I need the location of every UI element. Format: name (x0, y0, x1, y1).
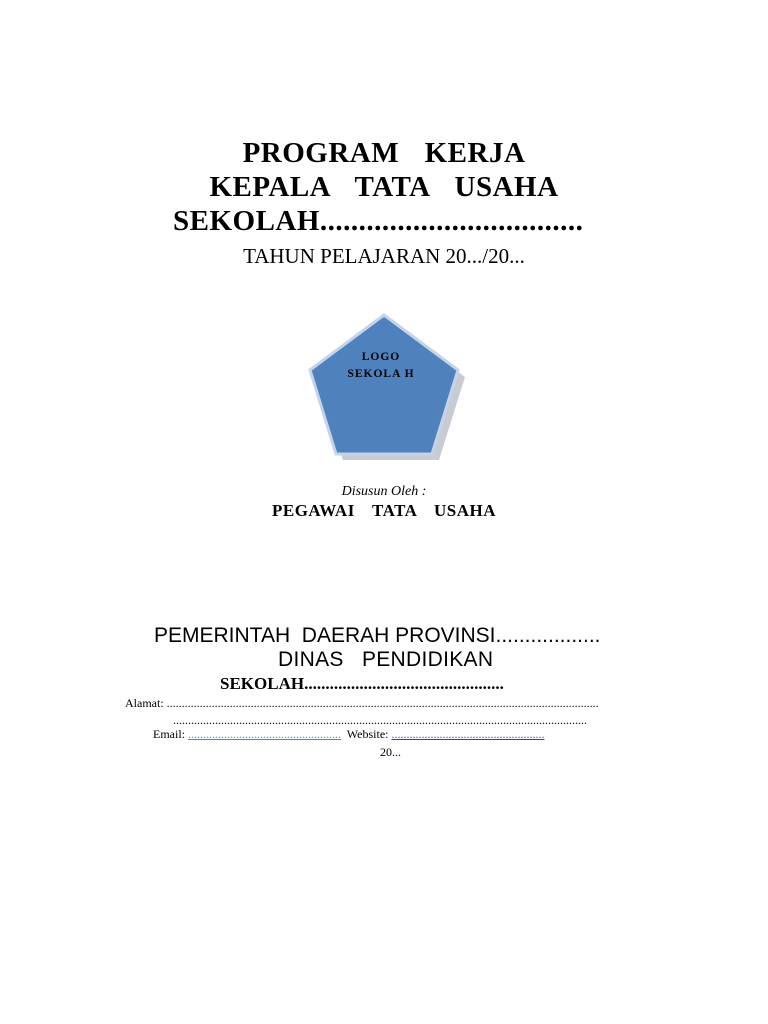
logo-label: LOGO SEKOLA H (347, 351, 415, 380)
government-heading: PEMERINTAH DAERAH PROVINSI.................. (154, 624, 601, 647)
prepared-by-label: Disusun Oleh : (341, 484, 427, 499)
school-logo-placeholder (308, 312, 468, 462)
title-line-1: PROGRAM KERJA (242, 137, 526, 169)
address-line-1: Alamat: ................................................................................................................................................ (125, 696, 599, 710)
email-link[interactable]: ................................................... (188, 727, 341, 741)
footer-year: 20... (380, 745, 401, 759)
school-heading: SEKOLAH............................................... (220, 674, 504, 693)
website-label: Website: (341, 727, 392, 741)
department-heading: DINAS PENDIDIKAN (278, 648, 494, 671)
author-name: PEGAWAI TATA USAHA (271, 501, 497, 520)
website-link[interactable]: ................................................... (391, 727, 545, 741)
title-line-2: KEPALA TATA USAHA (209, 171, 559, 203)
address-line-2: .......................................................................................................................................... (173, 713, 587, 727)
title-line-3-school: SEKOLAH.................................. (173, 205, 584, 237)
academic-year-subtitle: TAHUN PELAJARAN 20.../20... (243, 244, 525, 268)
contact-row (153, 727, 544, 742)
pentagon-logo-icon (308, 312, 468, 462)
email-label: Email: (153, 727, 188, 741)
